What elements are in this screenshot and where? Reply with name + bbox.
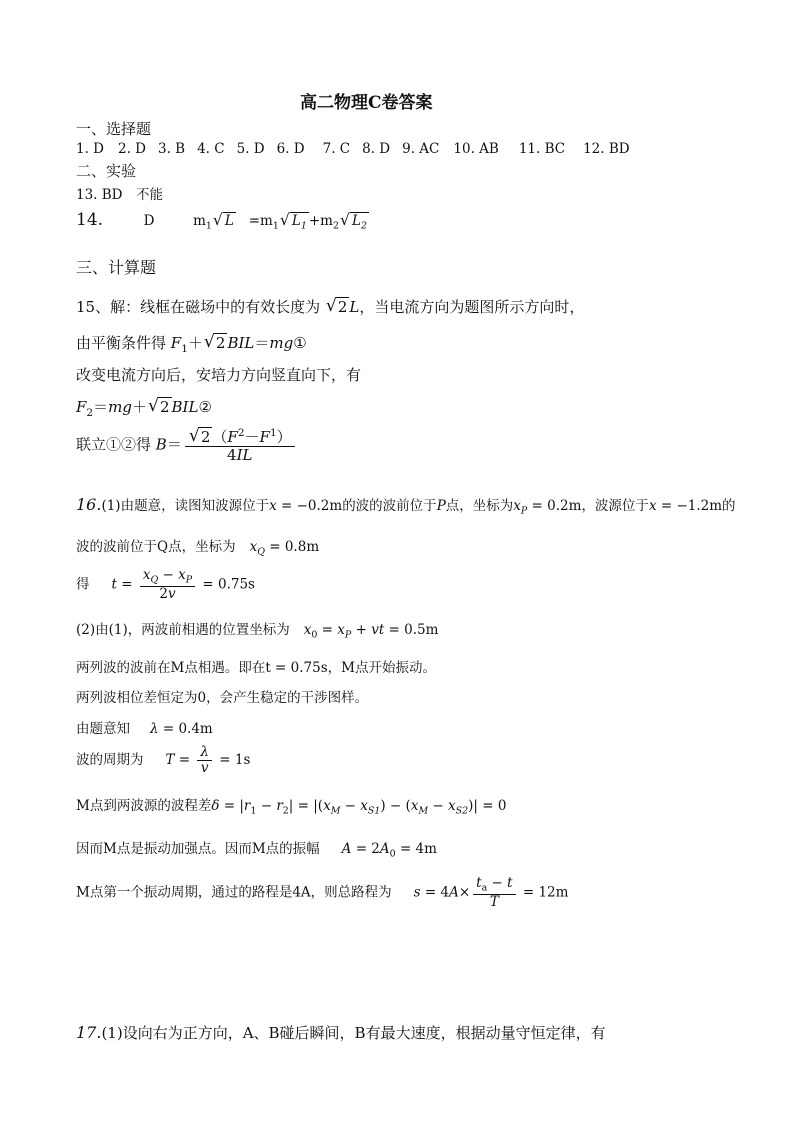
choice-answer: 3. B: [158, 141, 186, 157]
q15-line1: 15、解：线框在磁场中的有效长度为 √ 2 L，当电流方向为题图所示方向时，: [76, 296, 584, 317]
choice-answer: 10. AB: [453, 141, 499, 157]
q15-line5: 联立①②得 B＝ √ $\frac{2 (F^2-F^1)}{4IL}$: [76, 428, 298, 463]
page-title: 高二物理C卷答案: [300, 93, 433, 113]
q16-line9: M点到两波源的波程差$\delta = |r_1 - r_2| = |(x_M - x_{S1}) - (x_M - x_{S2})| = 0$: [76, 798, 507, 817]
q16-line3: 得 t = $\frac{x_Q - x_P}{2v}$ = 0.75s: [76, 567, 255, 603]
q16-line11: M点第一个振动周期，通过的路程是4A，则总路程为 s = 4A× $\frac{t_a - t}{T}$ = 12m: [76, 875, 569, 911]
q16-line6: 两列波相位差恒定为0，会产生稳定的干涉图样。: [76, 690, 369, 706]
q16-text-f: 波的波前位于Q点，坐标为: [76, 539, 236, 555]
choice-answer: 2. D: [118, 141, 146, 157]
q16-text-b: 的波的波前位于: [342, 498, 437, 514]
choice-answer: 9. AC: [402, 141, 440, 157]
q16-text-c: 点，坐标为: [445, 498, 514, 514]
q16-text-l: 因而M点是振动加强点。因而M点的振幅: [76, 841, 320, 857]
q16-line10: 因而M点是振动加强点。因而M点的振幅 $A = 2A_0 = 4m$: [76, 841, 437, 860]
q16-text-d: ，波源位于: [581, 498, 649, 514]
choice-answer: 12. BD: [583, 141, 630, 157]
q17-line1: [76, 1022, 606, 1043]
choice-answer: 5. D: [236, 141, 265, 157]
q16-line2: 波的波前位于Q点，坐标为 $x_Q = 0.8m$: [76, 539, 320, 558]
q16-text-i: 由题意知: [76, 721, 130, 737]
q15-balance-label: 由平衡条件得: [76, 334, 167, 352]
q16-text-j: 波的周期为: [76, 751, 144, 768]
q17-text: (1)设向右为正方向，A、B碰后瞬间，B有最大速度，根据动量守恒定律，有: [101, 1024, 606, 1042]
q16-text-h: (2)由(1)，两波前相遇的位置坐标为: [76, 622, 290, 638]
q16-text-a: (1)由题意，读图知波源位于: [101, 498, 270, 514]
q13-answer: 13. BD 不能: [76, 187, 164, 203]
q16-line8: 波的周期为 T = $\frac{\lambda}{v}$ = 1s: [76, 744, 251, 776]
q14-number: 14.: [76, 210, 104, 230]
q14-answer: [76, 210, 369, 232]
choice-answers: [76, 141, 630, 157]
q15-line4: $F_2=mg+√$ 2 BIL②: [76, 396, 212, 419]
section-experiment-heading: 二、实验: [76, 162, 137, 180]
q16-line4: (2)由(1)，两波前相遇的位置坐标为 $x_0 = x_P$ + vt = 0.5m: [76, 622, 439, 641]
choice-answer: 11. BC: [518, 141, 566, 157]
choice-answer: 7. C: [322, 141, 351, 157]
q16-line1: 16.(1)由题意，读图知波源位于x = −0.2m的波的波前位于P点，坐标为$x_P = 0.2m$，波源位于x = −1.2m的: [76, 495, 736, 517]
q15-text-tail: ，当电流方向为题图所示方向时，: [359, 298, 585, 316]
q15-text: 15、解：线框在磁场中的有效长度为: [76, 298, 321, 316]
q15-line2: 由平衡条件得 $F_1+√$ 2 BIL＝mg①: [76, 332, 307, 355]
q16-text-e: 的: [722, 498, 736, 514]
choice-answer: 8. D: [362, 141, 391, 157]
q16-line7: 由题意知 λ = 0.4m: [76, 721, 213, 737]
q16-text-m: M点第一个振动周期，通过的路程是4A，则总路程为: [76, 884, 392, 901]
q14-formula: $m_1√$ $L =m_1√$ $L_1 +m_2√$ $L_2$: [193, 213, 369, 229]
choice-answer: 6. D: [276, 141, 305, 157]
q16-text-k: M点到两波源的波程差: [76, 798, 212, 814]
choice-answer: 4. C: [197, 141, 225, 157]
q16-line5: 两列波的波前在M点相遇。即在t = 0.75s，M点开始振动。: [76, 660, 436, 676]
q16-number: 16.: [76, 495, 102, 514]
q16-text-g: 得: [76, 576, 90, 593]
q15-line3: 改变电流方向后，安培力方向竖直向下，有: [76, 366, 362, 384]
section-calc-heading: 三、计算题: [76, 258, 157, 277]
section-choice-heading: 一、选择题: [76, 120, 152, 138]
choice-answer: 1. D: [76, 141, 104, 157]
q15-combine-label: 联立①②得: [76, 435, 152, 454]
q17-number: 17.: [76, 1023, 102, 1042]
q14-choice: D: [143, 213, 155, 229]
